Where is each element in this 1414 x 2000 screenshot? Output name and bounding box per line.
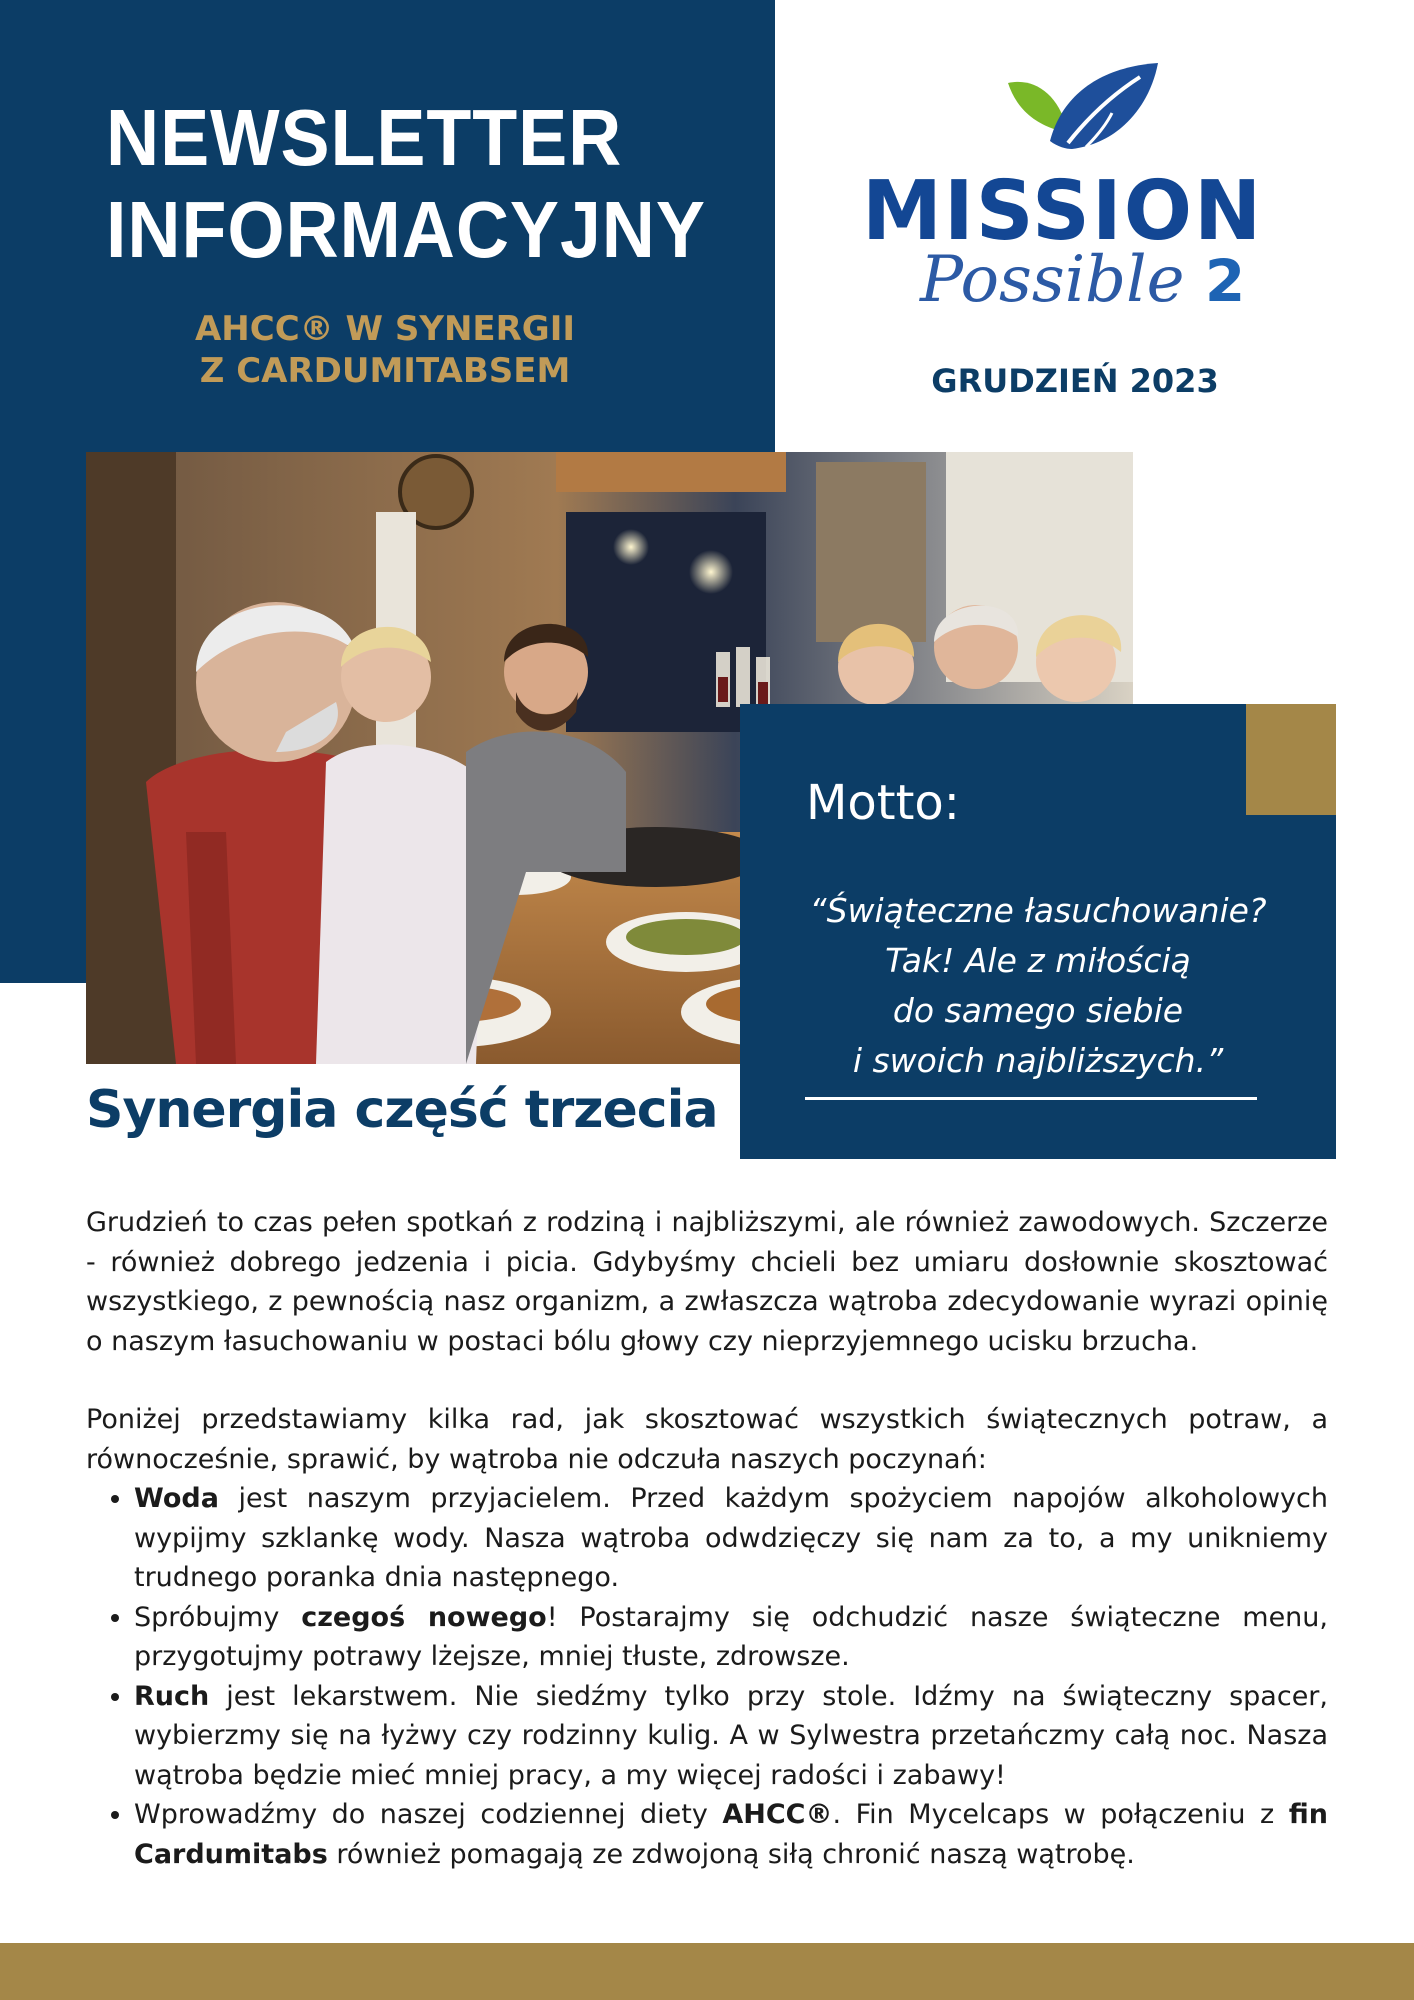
tip-keyword: Ruch [134, 1680, 210, 1712]
paragraph-tips-intro: Poniżej przedstawiamy kilka rad, jak skosztować wszystkich świątecznych potraw, a równocześnie, sprawić, by wątroba nie odczuła naszych poczynań: [86, 1404, 1328, 1475]
title-line-1: NEWSLETTER [106, 93, 623, 182]
tip-text: jest naszym przyjacielem. Przed każdym spożyciem napojów alkoholowych wypijmy szklankę wody. Nasza wątroba odwdzięczy się nam za to, a my unikniemy trudnego poranka dnia następnego. [134, 1483, 1328, 1593]
motto-quote-line-1: “Świąteczne łasuchowanie? [809, 891, 1267, 930]
tip-text: również pomagają ze zdwojoną siłą chronić naszą wątrobę. [327, 1838, 1135, 1870]
tip-text: Wprowadźmy do naszej codziennej diety [134, 1799, 723, 1830]
logo-number: 2 [1204, 247, 1246, 315]
list-item [134, 1598, 1328, 1677]
tip-text: Spróbujmy [134, 1601, 302, 1633]
article-body [86, 1203, 1328, 1874]
tip-keyword: AHCC® [722, 1799, 833, 1830]
motto-quote-line-4: i swoich najbliższych.” [852, 1041, 1224, 1080]
logo-script: Possible [920, 243, 1185, 317]
motto-underline [805, 1097, 1257, 1100]
motto-quote [770, 886, 1306, 1086]
newsletter-subtitle [150, 308, 620, 392]
leaf-icon [990, 55, 1160, 165]
paragraph-intro: Grudzień to czas pełen spotkań z rodziną i najbliższymi, ale również zawodowych. Szczerze - również dobrego jedzenia i picia. Gdybyśmy chcieli bez umiaru dosłownie skosztować wszystkiego, z pewnością nasz organizm, a zwłaszcza wątroba zdecydowanie wyrazi opinię o naszym łasuchowaniu w postaci bólu głowy czy nieprzyjemnego ucisku brzucha. [86, 1207, 1328, 1357]
list-item [134, 1795, 1328, 1874]
gold-accent-square [1246, 704, 1336, 815]
logo-mission-word: MISSION [862, 164, 1264, 259]
motto-label: Motto: [806, 775, 960, 831]
subtitle-line-2: Z CARDUMITABSEM [199, 351, 571, 391]
list-item [134, 1677, 1328, 1796]
tips-list [86, 1479, 1328, 1874]
motto-quote-line-3: do samego siebie [892, 991, 1184, 1030]
tip-text: . Fin Mycelcaps w połączeniu z [832, 1799, 1289, 1830]
tip-text: ! Postarajmy się odchudzić nasze świąteczne menu, przygotujmy potrawy lżejsze, mniej tłuste, zdrowsze. [134, 1601, 1328, 1672]
footer-band [0, 1943, 1414, 2000]
section-title: Synergia część trzecia [86, 1080, 718, 1140]
list-item [134, 1479, 1328, 1598]
newsletter-title [106, 92, 706, 276]
tip-keyword: fin Cardumitabs [134, 1799, 1328, 1870]
motto-quote-line-2: Tak! Ale z miłością [885, 941, 1191, 980]
tip-keyword: Woda [134, 1483, 219, 1514]
subtitle-line-1: AHCC® W SYNERGII [194, 309, 576, 349]
mission-possible-logo [850, 55, 1280, 345]
title-line-2: INFORMACYJNY [106, 185, 706, 274]
tip-keyword: czegoś nowego [301, 1601, 547, 1633]
tip-text: jest lekarstwem. Nie siedźmy tylko przy stole. Idźmy na świąteczny spacer, wybierzmy się na łyżwy czy rodzinny kulig. A w Sylwestra przetańczmy całą noc. Nasza wątroba będzie mieć mniej pracy, a my więcej radości i zabawy! [134, 1680, 1328, 1791]
logo-possible-word [920, 240, 1260, 321]
issue-date: GRUDZIEŃ 2023 [931, 362, 1219, 400]
